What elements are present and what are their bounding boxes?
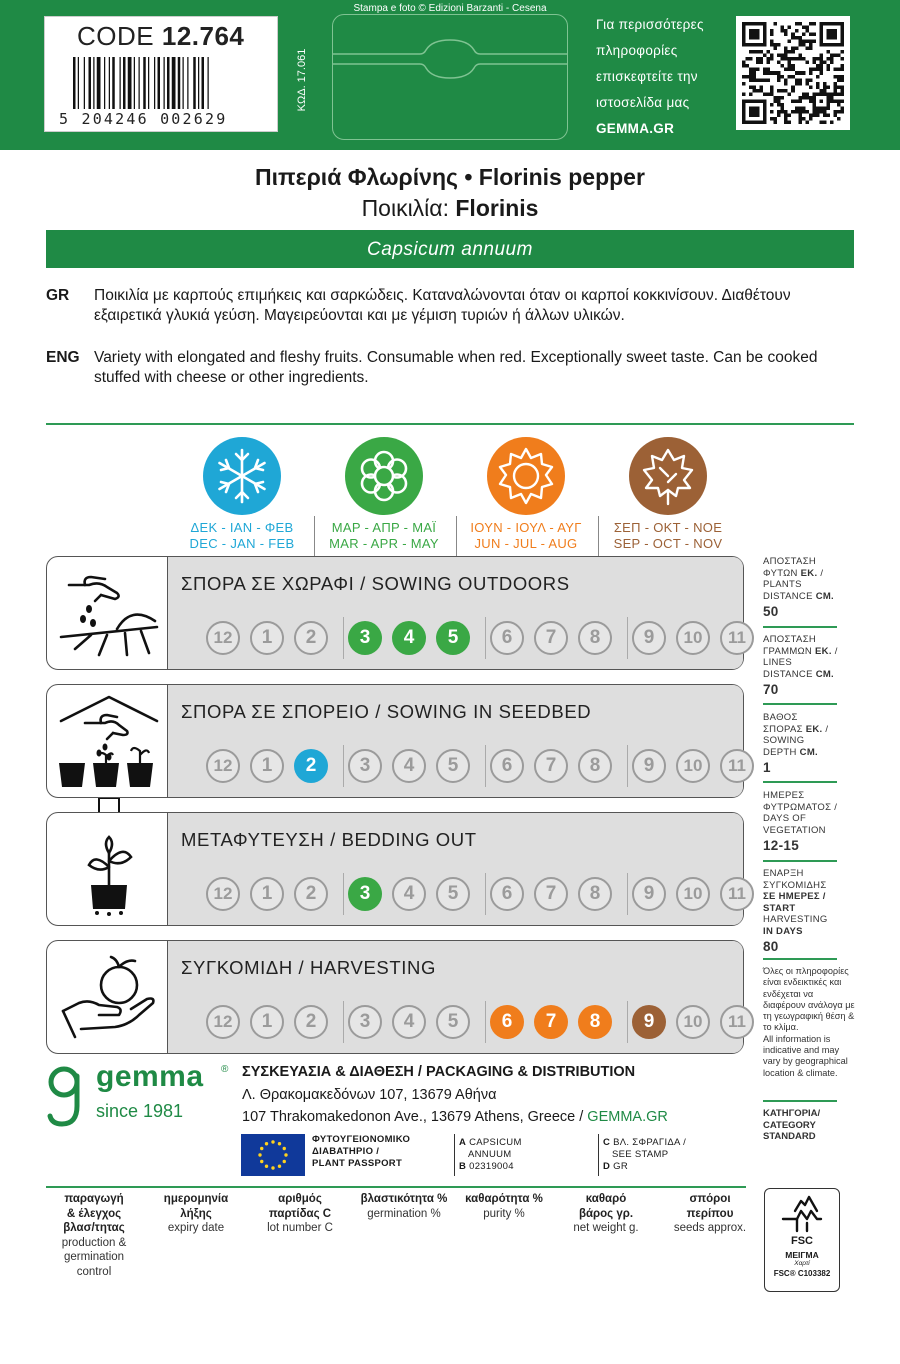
eu-flag-icon (241, 1134, 305, 1176)
month-group-separator (627, 1001, 628, 1043)
field-seeds-approx: σπόροι περίπου seeds approx. (673, 1193, 747, 1234)
sowing-outdoors-icon (55, 565, 163, 661)
registered-mark: ® (221, 1064, 229, 1075)
sun-icon (486, 436, 566, 516)
month-5-active: 5 (436, 621, 470, 655)
barcode (73, 57, 263, 109)
month-4: 4 (392, 1005, 426, 1039)
month-6: 6 (490, 749, 524, 783)
month-4: 4 (392, 749, 426, 783)
plant-passport-label: ΦΥΤΟΥΓΕΙΟΝΟΜΙΚΟ ΔΙΑΒΑΤΗΡΙΟ / PLANT PASSPORT (312, 1134, 411, 1169)
season-spring: ΜΑΡ - ΑΠΡ - ΜΑΪ MAR - APR - MAY (314, 436, 454, 552)
row-title: ΣΠΟΡΑ ΣΕ ΣΠΟΡΕΙΟ / SOWING IN SEEDBED (181, 701, 592, 722)
field-lot-number: αριθμός παρτίδας C lot number C (267, 1193, 333, 1234)
qr-code[interactable] (736, 16, 850, 130)
row-harvesting (46, 940, 744, 1054)
latin-name-bar (46, 230, 854, 268)
month-1: 1 (250, 1005, 284, 1039)
month-12: 12 (206, 1005, 240, 1039)
passport-field-c-d: C ΒΛ. ΣΦΡΑΓΙΔΑ / SEE STAMP D GR (603, 1137, 687, 1172)
spec-divider (763, 781, 837, 783)
month-10: 10 (676, 1005, 710, 1039)
month-group-separator (627, 745, 628, 787)
month-group-separator (485, 1001, 486, 1043)
month-group-separator (343, 873, 344, 915)
description-en-text: Variety with elongated and fleshy fruits. Consumable when red. Exceptionally sweet taste. Can be cooked stuffed with cheese or other ingredients. (94, 349, 818, 386)
packaging-title: ΣΥΣΚΕΥΑΣΙΑ & ΔΙΑΘΕΣΗ / PACKAGING & DISTRIBUTION (242, 1064, 636, 1080)
month-2: 2 (294, 877, 328, 911)
description-en (46, 348, 856, 390)
month-group-separator (485, 745, 486, 787)
spec-divider (763, 958, 837, 960)
season-autumn: ΣΕΠ - ΟΚΤ - ΝΟΕ SEP - OCT - NOV (598, 436, 738, 552)
fsc-mix: ΜΕΙΓΜΑ (785, 1250, 819, 1260)
month-10: 10 (676, 749, 710, 783)
address-en: 107 Thrakomakedonon Ave., 13679 Athens, Greece / GEMMA.GR (242, 1109, 668, 1125)
spec-start-harvesting: ΕΝΑΡΞΗ ΣΥΓΚΟΜΙΔΗΣ ΣΕ ΗΜΕΡΕΣ / START HARVESTING IN DAYS 80 (763, 868, 828, 954)
month-1: 1 (250, 621, 284, 655)
snowflake-icon (202, 436, 282, 516)
month-8-active: 8 (578, 1005, 612, 1039)
month-3-active: 3 (348, 621, 382, 655)
field-germination: βλαστικότητα % germination % (360, 1193, 448, 1220)
row-title: ΜΕΤΑΦΥΤΕΥΣΗ / BEDDING OUT (181, 829, 477, 850)
spec-divider (763, 703, 837, 705)
seedbed-icon (55, 693, 163, 789)
month-10: 10 (676, 877, 710, 911)
field-purity: καθαρότητα % purity % (465, 1193, 543, 1220)
month-9-active: 9 (632, 1005, 666, 1039)
month-10: 10 (676, 621, 710, 655)
month-11: 11 (720, 1005, 754, 1039)
leaf-icon (628, 436, 708, 516)
footer-website-link[interactable]: GEMMA.GR (587, 1109, 668, 1125)
passport-field-a-b: A CAPSICUM ANNUUM B 02319004 (459, 1137, 522, 1172)
bedding-out-icon (55, 821, 163, 917)
month-group-separator (343, 745, 344, 787)
month-6: 6 (490, 877, 524, 911)
brand-name: gemma (96, 1060, 204, 1093)
passport-separator (598, 1134, 599, 1176)
field-net-weight: καθαρό βάρος γρ. net weight g. (573, 1193, 639, 1234)
month-2: 2 (294, 621, 328, 655)
harvesting-icon (55, 949, 163, 1045)
month-7-active: 7 (534, 1005, 568, 1039)
month-8: 8 (578, 621, 612, 655)
month-1: 1 (250, 749, 284, 783)
row-sowing-seedbed (46, 684, 744, 798)
month-8: 8 (578, 877, 612, 911)
spec-divider (763, 626, 837, 628)
website-link[interactable]: GEMMA.GR (596, 121, 675, 136)
description-gr-text: Ποικιλία με καρπούς επιμήκεις και σαρκώδεις. Καταναλώνονται όταν οι καρποί κοκκινίσουν. Διαθέτουν εξαιρετικά γλυκιά γεύση. Μαγειρεύονται και με γέμιση τυριών ή άλλων υλικών. (94, 287, 791, 324)
field-production-control: παραγωγή & έλεγχος βλασ/τητας production & germination control (61, 1193, 127, 1278)
month-11: 11 (720, 877, 754, 911)
month-8: 8 (578, 749, 612, 783)
month-track (171, 873, 746, 915)
field-expiry-date: ημερομηνία λήξης expiry date (163, 1193, 229, 1234)
ean-number: 5 204246 002629 (59, 110, 228, 128)
row-bedding-out (46, 812, 744, 926)
month-track (171, 745, 746, 787)
barcode-box (44, 16, 278, 132)
lang-tag-en: ENG (46, 349, 80, 366)
month-group-separator (343, 1001, 344, 1043)
month-3: 3 (348, 749, 382, 783)
spec-plant-distance: ΑΠΟΣΤΑΣΗ ΦΥΤΩΝ ΕΚ. / PLANTS DISTANCE CM. 50 (763, 556, 835, 619)
season-summer: ΙΟΥΝ - ΙΟΥΛ - ΑΥΓ JUN - JUL - AUG (456, 436, 596, 552)
season-winter: ΔΕΚ - ΙΑΝ - ΦΕΒ DEC - JAN - FEB (172, 436, 312, 552)
month-group-separator (485, 617, 486, 659)
latin-name: Capsicum annuum (367, 239, 533, 260)
header-band (0, 0, 900, 150)
month-12: 12 (206, 749, 240, 783)
spec-divider (763, 1100, 837, 1102)
month-group-separator (627, 617, 628, 659)
address-gr: Λ. Θρακομακεδόνων 107, 13679 Αθήνα (242, 1087, 497, 1103)
month-5: 5 (436, 749, 470, 783)
variety-title: Ποικιλία: Florinis (361, 195, 539, 221)
row-sowing-outdoors (46, 556, 744, 670)
month-group-separator (627, 873, 628, 915)
footer-divider (46, 1186, 746, 1188)
month-group-separator (343, 617, 344, 659)
lang-tag-gr: GR (46, 287, 70, 304)
disclaimer-note: Όλες οι πληροφορίες είναι ενδεικτικές και ενδέχεται να διαφέρουν ανάλογα με τη γεωγραφική θέση & το κλίμα. All information is indicative and may vary by geographical location & climate. (763, 966, 855, 1078)
flower-icon (344, 436, 424, 516)
month-4: 4 (392, 877, 426, 911)
fsc-paper: Χαρτί (794, 1260, 810, 1267)
month-4-active: 4 (392, 621, 426, 655)
month-7: 7 (534, 749, 568, 783)
month-3-active: 3 (348, 877, 382, 911)
month-track (171, 1001, 746, 1043)
month-11: 11 (720, 749, 754, 783)
month-6-active: 6 (490, 1005, 524, 1039)
description-gr (46, 286, 856, 350)
month-group-separator (485, 873, 486, 915)
hanger-slot-icon (332, 38, 568, 80)
month-9: 9 (632, 621, 666, 655)
month-12: 12 (206, 877, 240, 911)
divider (46, 423, 854, 425)
month-9: 9 (632, 749, 666, 783)
month-3: 3 (348, 1005, 382, 1039)
print-credit: Stampa e foto © Edizioni Barzanti - Cesena (353, 3, 547, 14)
row-title: ΣΠΟΡΑ ΣΕ ΧΩΡΑΦΙ / SOWING OUTDOORS (181, 573, 570, 594)
brand-since: since 1981 (96, 1101, 184, 1121)
product-code: CODE 12.764 (77, 21, 245, 51)
spec-sowing-depth: ΒΑΘΟΣ ΣΠΟΡΑΣ ΕΚ. / SOWING DEPTH CM. 1 (763, 712, 829, 775)
kod-code: ΚΩΔ. 17.061 (296, 48, 308, 112)
month-2: 2 (294, 1005, 328, 1039)
month-12: 12 (206, 621, 240, 655)
fsc-code: FSC® C103382 (773, 1269, 831, 1278)
fsc-badge (764, 1188, 840, 1292)
month-7: 7 (534, 621, 568, 655)
month-track (171, 617, 746, 659)
month-11: 11 (720, 621, 754, 655)
month-6: 6 (490, 621, 524, 655)
spec-days-vegetation: ΗΜΕΡΕΣ ΦΥΤΡΩΜΑΤΟΣ / DAYS OF VEGETATION 12-15 (763, 790, 838, 853)
month-9: 9 (632, 877, 666, 911)
row-title: ΣΥΓΚΟΜΙΔΗ / HARVESTING (181, 957, 436, 978)
month-5: 5 (436, 877, 470, 911)
month-2-active: 2 (294, 749, 328, 783)
spec-divider (763, 860, 837, 862)
passport-separator (454, 1134, 455, 1176)
product-title: Πιπεριά Φλωρίνης • Florinis pepper (255, 164, 645, 190)
month-7: 7 (534, 877, 568, 911)
fsc-tree-icon (779, 1193, 825, 1233)
spec-line-distance: ΑΠΟΣΤΑΣΗ ΓΡΑΜΜΩΝ ΕΚ. / LINES DISTANCE CM. 70 (763, 634, 838, 697)
month-1: 1 (250, 877, 284, 911)
month-5: 5 (436, 1005, 470, 1039)
more-info-text: Για περισσότερες πληροφορίες επισκεφτείτε την ιστοσελίδα μας GEMMA.GR (596, 12, 736, 142)
fsc-label: FSC (791, 1235, 813, 1247)
category-label: ΚΑΤΗΓΟΡΙΑ/ CATEGORY STANDARD (763, 1108, 821, 1142)
